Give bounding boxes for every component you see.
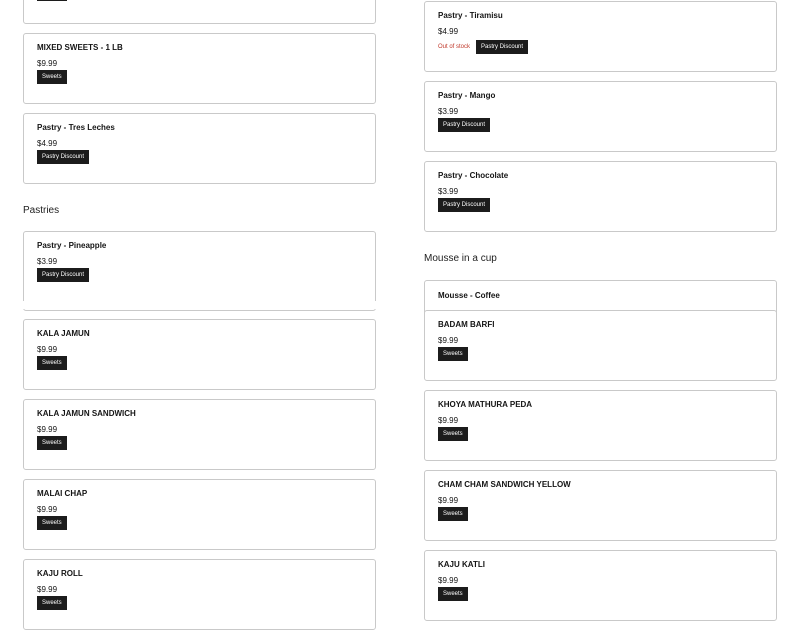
tag-row [37, 150, 89, 164]
product-name: KAJU KATLI [438, 560, 485, 569]
product-price: $4.99 [37, 139, 58, 148]
product-card[interactable] [424, 310, 777, 381]
tag-row [438, 40, 528, 54]
tag-row [438, 118, 490, 132]
category-tag: Sweets [37, 70, 67, 84]
category-tag [37, 0, 67, 1]
product-name: CHAM CHAM SANDWICH YELLOW [438, 480, 571, 489]
product-card[interactable] [424, 550, 777, 621]
category-tag: Pastry Discount [438, 118, 490, 132]
product-price: $3.99 [438, 187, 459, 196]
product-card[interactable] [23, 559, 376, 630]
tag-row [37, 436, 67, 450]
product-card[interactable] [23, 479, 376, 550]
product-name: KHOYA MATHURA PEDA [438, 400, 533, 409]
product-price: $3.99 [37, 257, 58, 266]
product-price: $9.99 [438, 416, 459, 425]
tag-row [438, 427, 468, 441]
product-name: Mousse - Coffee [438, 291, 500, 300]
product-card[interactable] [23, 0, 376, 24]
product-name: Pastry - Chocolate [438, 171, 509, 180]
product-card[interactable] [424, 470, 777, 541]
tag-row [438, 347, 468, 361]
product-price: $9.99 [438, 336, 459, 345]
category-tag: Sweets [37, 356, 67, 370]
category-tag: Pastry Discount [476, 40, 528, 54]
product-price: $9.99 [37, 59, 58, 68]
product-price: $3.99 [438, 107, 459, 116]
product-name: KAJU ROLL [37, 569, 83, 578]
product-card[interactable] [23, 231, 376, 311]
category-tag: Pastry Discount [438, 198, 490, 212]
card-overlap-gap [20, 301, 380, 309]
product-name: Pastry - Tres Leches [37, 123, 115, 132]
category-tag: Sweets [37, 516, 67, 530]
product-card[interactable] [424, 161, 777, 232]
tag-row [438, 507, 468, 521]
category-tag: Sweets [438, 587, 468, 601]
product-name: Pastry - Tiramisu [438, 11, 503, 20]
product-price: $4.99 [438, 27, 459, 36]
tag-row [37, 356, 67, 370]
product-price: $9.99 [438, 496, 459, 505]
product-price: $9.99 [37, 425, 58, 434]
product-name: MALAI CHAP [37, 489, 88, 498]
tag-row [37, 596, 67, 610]
product-name: KALA JAMUN SANDWICH [37, 409, 136, 418]
product-price: $9.99 [37, 585, 58, 594]
tag-row [37, 516, 67, 530]
product-name: Pastry - Pineapple [37, 241, 107, 250]
product-card[interactable] [424, 1, 777, 72]
tag-row [438, 587, 468, 601]
section-title-mousse: Mousse in a cup [424, 253, 497, 264]
tag-row [438, 198, 490, 212]
category-tag: Pastry Discount [37, 268, 89, 282]
category-tag: Sweets [37, 436, 67, 450]
product-price: $9.99 [438, 576, 459, 585]
category-tag: Pastry Discount [37, 150, 89, 164]
category-tag: Sweets [438, 427, 468, 441]
category-tag: Sweets [438, 507, 468, 521]
product-card[interactable] [23, 399, 376, 470]
product-card[interactable] [23, 113, 376, 184]
product-name: BADAM BARFI [438, 320, 495, 329]
category-tag: Sweets [438, 347, 468, 361]
product-name: Pastry - Mango [438, 91, 496, 100]
category-tag: Sweets [37, 596, 67, 610]
product-card[interactable] [424, 390, 777, 461]
product-card[interactable] [23, 319, 376, 390]
tag-row [37, 268, 89, 282]
product-price: $9.99 [37, 345, 58, 354]
tag-row [37, 70, 67, 84]
product-card[interactable] [23, 33, 376, 104]
product-card[interactable] [424, 81, 777, 152]
product-name: KALA JAMUN [37, 329, 90, 338]
section-title-pastries: Pastries [23, 205, 60, 216]
product-name: MIXED SWEETS - 1 LB [37, 43, 123, 52]
product-price: $9.99 [37, 505, 58, 514]
out-of-stock-label: Out of stock [438, 44, 471, 50]
tag-row [37, 0, 67, 1]
